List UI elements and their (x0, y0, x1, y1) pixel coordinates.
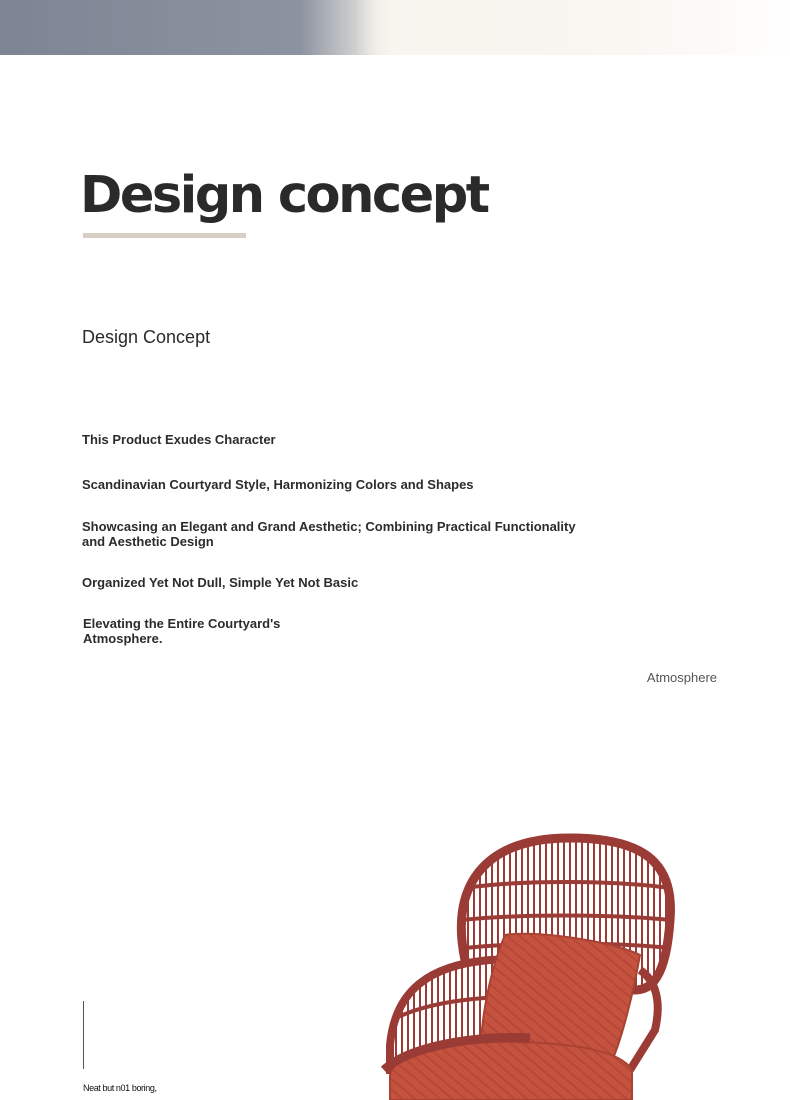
side-label: Atmosphere (646, 670, 717, 685)
section-heading: Design Concept (82, 327, 211, 347)
concept-point-1: This Product Exudes Character (82, 432, 276, 447)
title-underline (83, 233, 246, 238)
concept-point-4: Organized Yet Not Dull, Simple Yet Not Basic (82, 575, 359, 590)
page-title: Design concept (80, 166, 488, 225)
footer-caption: Neat but n01 boring, (83, 1083, 157, 1093)
header-banner-image (0, 0, 790, 55)
concept-point-2: Scandinavian Courtyard Style, Harmonizing Colors and Shapes (82, 477, 474, 492)
banner-light-wedge (0, 0, 790, 55)
concept-point-5: Elevating the Entire Courtyard's Atmosphere. (83, 616, 281, 646)
concept-point-3: Showcasing an Elegant and Grand Aesthetic; Combining Practical Functionality and Aesthetic Design (82, 519, 576, 549)
rattan-lounge-chair-image (370, 830, 680, 1100)
vertical-divider (83, 1001, 84, 1069)
